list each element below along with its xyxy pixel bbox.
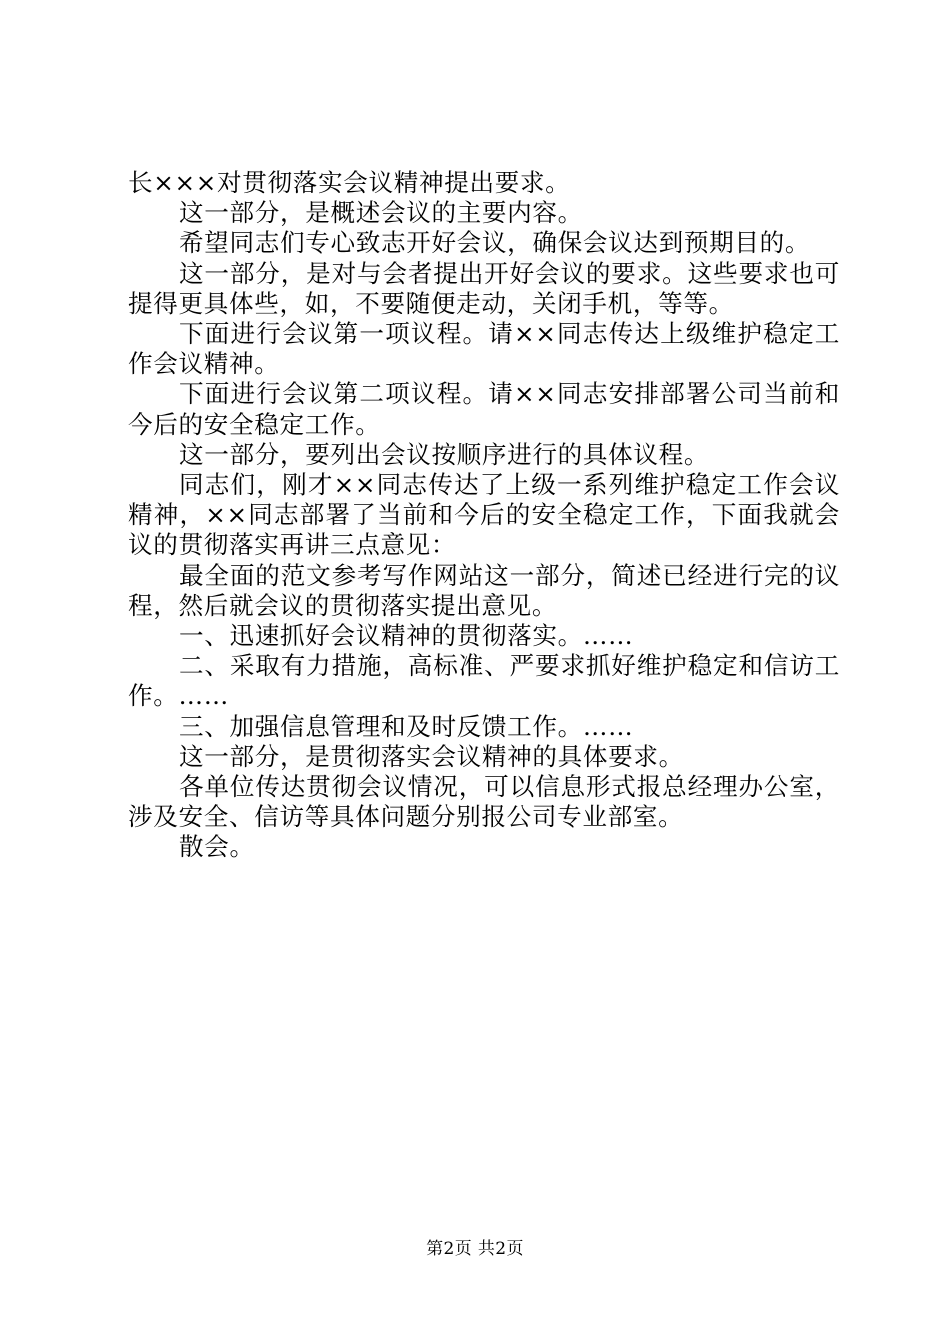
- paragraph-12: 三、加强信息管理和及时反馈工作。……: [179, 711, 634, 741]
- page-number-label: 第2页 共2页: [426, 1239, 524, 1259]
- page-footer: [0, 1238, 950, 1260]
- paragraph-14: 各单位传达贯彻会议情况，可以信息形式报总经理办公室，涉及安全、信访等具体问题分别报公司专业部室。: [128, 772, 840, 832]
- paragraph-15: 散会。: [179, 832, 255, 862]
- document-body: [128, 168, 840, 863]
- paragraph-8: 同志们，刚才××同志传达了上级一系列维护稳定工作会议精神，××同志部署了当前和今后的安全稳定工作，下面我就会议的贯彻落实再讲三点意见：: [128, 470, 840, 560]
- paragraph-5: 下面进行会议第一项议程。请××同志传达上级维护稳定工作会议精神。: [128, 319, 840, 379]
- paragraph-2: 这一部分，是概述会议的主要内容。: [179, 198, 583, 228]
- paragraph-3: 希望同志们专心致志开好会议，确保会议达到预期目的。: [179, 228, 811, 258]
- paragraph-1: 长×××对贯彻落实会议精神提出要求。: [128, 168, 571, 197]
- paragraph-7: 这一部分，要列出会议按顺序进行的具体议程。: [179, 439, 710, 469]
- paragraph-4: 这一部分，是对与会者提出开好会议的要求。这些要求也可提得更具体些，如，不要随便走动，关闭手机，等等。: [128, 258, 840, 318]
- paragraph-11: 二、采取有力措施，高标准、严要求抓好维护稳定和信访工作。……: [128, 651, 840, 711]
- paragraph-10: 一、迅速抓好会议精神的贯彻落实。……: [179, 621, 634, 651]
- paragraph-6: 下面进行会议第二项议程。请××同志安排部署公司当前和今后的安全稳定工作。: [128, 379, 840, 439]
- paragraph-9: 最全面的范文参考写作网站这一部分，简述已经进行完的议程，然后就会议的贯彻落实提出意见。: [128, 560, 840, 620]
- paragraph-13: 这一部分，是贯彻落实会议精神的具体要求。: [179, 741, 684, 771]
